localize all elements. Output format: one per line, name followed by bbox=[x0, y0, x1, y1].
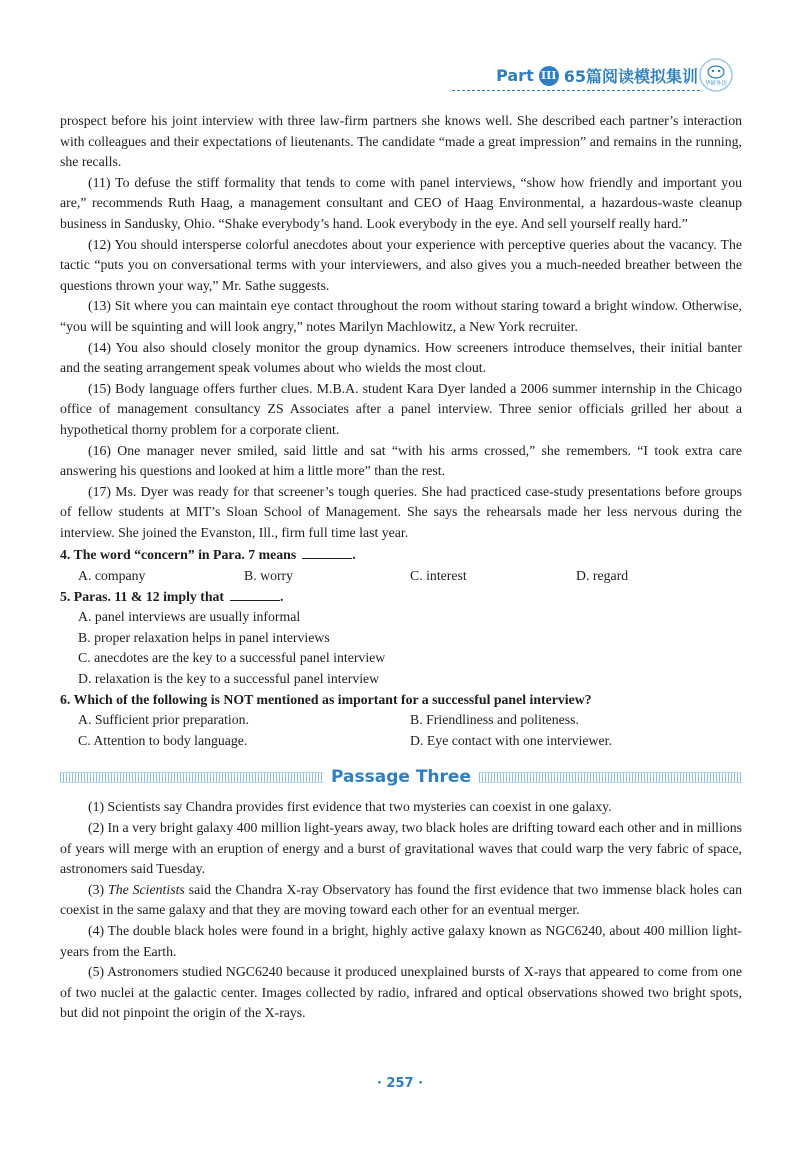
header-title bbox=[496, 64, 698, 87]
paragraph-number: (3) bbox=[88, 881, 105, 897]
heading-hatch-right bbox=[479, 772, 742, 783]
brand-logo-icon bbox=[698, 57, 734, 93]
option-c: C. anecdotes are the key to a successful panel interview bbox=[78, 650, 386, 666]
option-a: A. company bbox=[78, 568, 146, 584]
option-a: A. panel interviews are usually informal bbox=[78, 609, 301, 625]
paragraph-p3-1: (1) Scientists say Chandra provides first evidence that two mysteries can coexist in one galaxy. bbox=[88, 799, 612, 815]
section-title: 65篇阅读模拟集训 bbox=[563, 67, 698, 86]
paragraph-p3-3 bbox=[60, 880, 742, 921]
question-stem bbox=[60, 587, 742, 608]
option-a: A. Sufficient prior preparation. bbox=[78, 712, 250, 728]
question-6-stem: 6. Which of the following is NOT mentioned as important for a successful panel interview? bbox=[60, 691, 592, 707]
paragraph-13: (13) Sit where you can maintain eye contact throughout the room without staring toward a bright window. Otherwise, “you will be squinting and will look angry,” notes Marilyn Machlowitz, a New York recruiter. bbox=[60, 298, 742, 334]
option-b: B. worry bbox=[244, 568, 294, 584]
page-header bbox=[0, 0, 800, 100]
paragraph-p3-4: (4) The double black holes were found in a bright, highly active galaxy known as NGC6240, about 400 million light-years from the Earth. bbox=[60, 922, 742, 959]
part-label: Part bbox=[496, 66, 534, 85]
paragraph-p3-2: (2) In a very bright galaxy 400 million light-years away, two black holes are drifting toward each other and in millions of years will merge with an eruption of energy and a burst of gravitational waves that could warp the very fabric of space, astronomers said Tuesday. bbox=[60, 820, 742, 877]
question-5 bbox=[60, 587, 742, 690]
question-4 bbox=[60, 545, 742, 586]
page-content bbox=[60, 111, 742, 1024]
passage-three-heading bbox=[60, 763, 742, 791]
answer-blank bbox=[230, 588, 280, 601]
paragraph-16: (16) One manager never smiled, said little and sat “with his arms crossed,” she remembers. “I took extra care answering his questions and looked at him a little more” than the rest. bbox=[60, 442, 742, 479]
option-d: D. regard bbox=[576, 568, 629, 584]
options-row bbox=[60, 731, 742, 752]
logo-text: 华研外语 bbox=[704, 81, 728, 87]
question-tail: . bbox=[280, 588, 284, 604]
question-stem bbox=[60, 545, 742, 566]
publication-title: The Scientists bbox=[108, 881, 185, 897]
part-numeral-badge: III bbox=[539, 66, 559, 86]
paragraph-14: (14) You also should closely monitor the group dynamics. How screeners introduce themselves, their initial banter and the seating arrangement speak volumes about who wields the most clout. bbox=[60, 339, 742, 376]
options-row bbox=[60, 710, 742, 731]
option-c: C. Attention to body language. bbox=[78, 732, 248, 748]
paragraph-p3-5: (5) Astronomers studied NGC6240 because it produced unexplained bursts of X-rays that appeared to come from one of two nuclei at the galactic center. Images collected by radio, infrared and optical observations showed two bright spots, but did not pinpoint the origin of the X-rays. bbox=[60, 964, 742, 1021]
question-5-stem: 5. Paras. 11 & 12 imply that bbox=[60, 588, 225, 604]
options-row bbox=[60, 566, 742, 587]
paragraph-17: (17) Ms. Dyer was ready for that screener’s tough queries. She had practiced case-study presentations before groups of fellow students at MIT’s Sloan School of Management. She says the rehearsals made her less nervous during the interview. She joined the Evanston, Ill., firm full time last year. bbox=[60, 483, 742, 540]
question-tail: . bbox=[352, 547, 356, 563]
option-b: B. proper relaxation helps in panel interviews bbox=[78, 629, 330, 645]
question-6 bbox=[60, 690, 742, 752]
question-4-stem: 4. The word “concern” in Para. 7 means bbox=[60, 547, 297, 563]
paragraph-continued: prospect before his joint interview with three law-firm partners she knows well. She described each partner’s interaction with colleagues and their expectations of lieutenants. The candidate “made a great impression” and remains in the running, she recalls. bbox=[60, 113, 742, 170]
answer-blank bbox=[302, 546, 352, 559]
option-d: D. relaxation is the key to a successful panel interview bbox=[78, 671, 380, 687]
option-d: D. Eye contact with one interviewer. bbox=[410, 732, 612, 748]
option-c: C. interest bbox=[410, 568, 467, 584]
passage-title: Passage Three bbox=[331, 767, 471, 788]
paragraph-body: said the Chandra X-ray Observatory has found the first evidence that two immense black holes can coexist in the same galaxy and that they are moving toward each other for an eventual merger. bbox=[60, 881, 742, 918]
option-b: B. Friendliness and politeness. bbox=[410, 712, 579, 728]
heading-hatch-left bbox=[60, 772, 323, 783]
paragraph-11: (11) To defuse the stiff formality that tends to come with panel interviews, “show how friendly and important you are,” recommends Ruth Haag, a management consultant and CEO of Haag Environmental, a hazardous-waste cleanup business in Sandusky, Ohio. “Shake everybody’s hand. Look everybody in the eye. And sell yourself really hard.” bbox=[60, 174, 742, 231]
paragraph-15: (15) Body language offers further clues. M.B.A. student Kara Dyer landed a 2006 summer internship in the Chicago office of management consultancy ZS Associates after a panel interview. Three senior officials grilled her about a hypothetical thorny problem for a corporate client. bbox=[60, 380, 742, 437]
paragraph-12: (12) You should intersperse colorful anecdotes about your experience with perceptive queries about the vacancy. The tactic “puts you on conversational terms with your interviewers, and also gives you a much-needed breather between the questions thrown your way,” Mr. Sathe suggests. bbox=[60, 236, 742, 293]
header-divider bbox=[452, 90, 700, 91]
page-number: · 257 · bbox=[376, 1076, 424, 1091]
